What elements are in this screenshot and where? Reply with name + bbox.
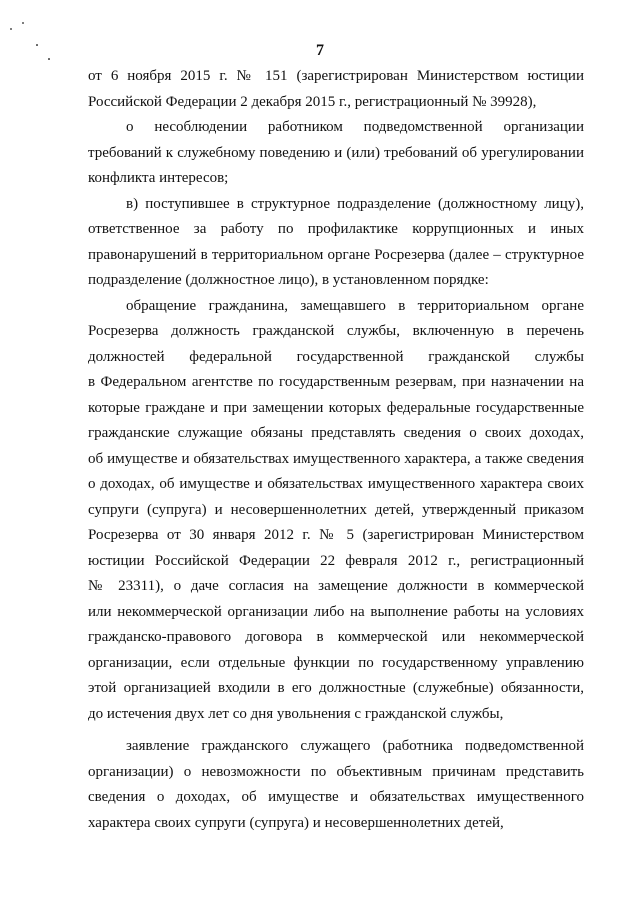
paragraph-line: характера своих супруги (супруга) и несовершеннолетних детей, [88, 814, 504, 831]
paragraph-line: которые граждане и при замещении которых федеральные государственные [88, 399, 584, 416]
paragraph-line: супруги (супруга) и несовершеннолетних детей, утвержденный приказом [88, 501, 584, 518]
paragraph-line: об имуществе и обязательствах имущественного характера, а также сведения [88, 450, 584, 467]
paragraph-line: № 23311), о даче согласия на замещение должности в коммерческой [88, 578, 584, 594]
paragraph-line: конфликта интересов; [88, 170, 229, 186]
paragraph-line: Росрезерва должность гражданской службы, включенную в перечень [88, 323, 584, 339]
paragraph-line: требований к служебному поведению и (или) требований об урегулировании [88, 144, 584, 161]
paragraph-line: обращение гражданина, замещавшего в территориальном органе [126, 297, 584, 314]
paragraph-line: должностей федеральной государственной гражданской службы [88, 348, 584, 365]
paragraph-line: правонарушений в территориальном органе Росрезерва (далее – структурное [88, 246, 584, 263]
paragraph-line: в Федеральном агентстве по государственным резервам, при назначении на [88, 374, 584, 390]
paragraph-line: Росрезерва от 30 января 2012 г. № 5 (зарегистрирован Министерством [88, 527, 584, 543]
document-body [88, 64, 584, 836]
paragraph-line: этой организацией входили в его должностные (служебные) обязанности, [88, 680, 584, 696]
paragraph-line: в) поступившее в структурное подразделение (должностному лицу), [126, 195, 584, 212]
paragraph-line: организации) о невозможности по объективным причинам представить [88, 763, 584, 780]
scan-speck [22, 22, 24, 24]
paragraph-line: от 6 ноября 2015 г. № 151 (зарегистрирован Министерством юстиции [88, 68, 584, 84]
paragraph-line: организации, если отдельные функции по государственному управлению [88, 654, 584, 671]
paragraph-line: до истечения двух лет со дня увольнения с гражданской службы, [88, 705, 504, 722]
paragraph-line: ответственное за работу по профилактике коррупционных и иных [88, 221, 584, 237]
scan-speck [10, 28, 12, 30]
paragraph-line: заявление гражданского служащего (работника подведомственной [126, 738, 584, 754]
page-number: 7 [316, 42, 324, 59]
paragraph-gap [88, 727, 584, 734]
paragraph-line: Российской Федерации 2 декабря 2015 г., регистрационный № 39928), [88, 93, 537, 110]
paragraph-line: подразделение (должностное лицо), в установленном порядке: [88, 272, 489, 288]
paragraph-line: гражданские служащие обязаны представлять сведения о своих доходах, [88, 425, 584, 441]
paragraph-line: о несоблюдении работником подведомственной организации [126, 119, 584, 135]
paragraph-line: о доходах, об имуществе и обязательствах имущественного характера своих [88, 476, 584, 492]
paragraph-line: сведения о доходах, об имуществе и обязательствах имущественного [88, 789, 584, 805]
paragraph-line: или некоммерческой организации либо на выполнение работы на условиях [88, 603, 584, 620]
paragraph-line: юстиции Российской Федерации 22 февраля 2012 г., регистрационный [88, 552, 584, 569]
paragraph-line: гражданско-правового договора в коммерческой или некоммерческой [88, 629, 584, 645]
